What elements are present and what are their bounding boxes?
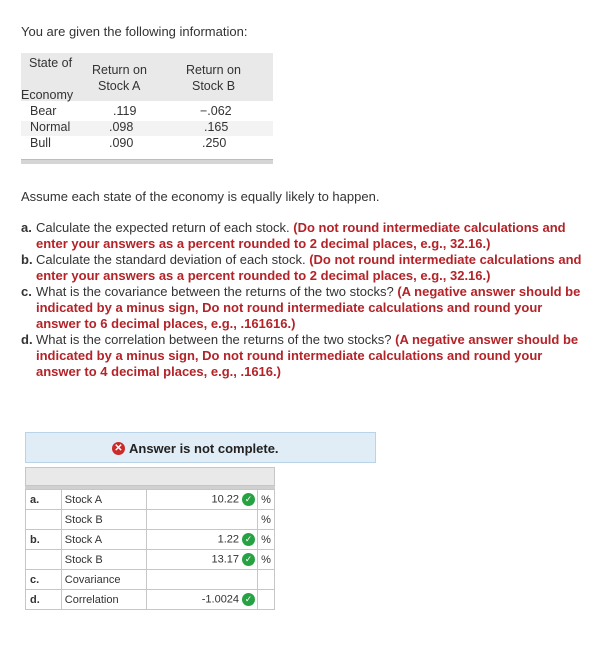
percent-unit: % bbox=[258, 510, 275, 530]
header-col-a-line2: Stock A bbox=[98, 79, 141, 93]
question-a-note: (Do not round intermediate calculations and enter your answers as a percent rounded to 2 decimal places, e.g., 32.16.) bbox=[36, 220, 566, 251]
answer-letter: d. bbox=[26, 590, 62, 610]
answer-row bbox=[26, 550, 275, 570]
answer-row bbox=[26, 530, 275, 550]
answer-label: Stock B bbox=[61, 550, 146, 570]
answer-letter bbox=[26, 510, 62, 530]
question-b-label: b. bbox=[21, 252, 33, 267]
answer-input-b-stock-a[interactable]: 1.22 ✓ bbox=[146, 530, 257, 550]
row-bull-state: Bull bbox=[30, 136, 51, 150]
question-c-note: (A negative answer should be indicated by a minus sign, Do not round intermediate calculations and round your answer to 6 decimal places, e.g., .161616.) bbox=[36, 284, 581, 331]
answer-row bbox=[26, 490, 275, 510]
answer-status-text: Answer is not complete. bbox=[129, 441, 279, 456]
answer-label: Stock A bbox=[61, 530, 146, 550]
check-circle-icon: ✓ bbox=[242, 533, 255, 546]
row-bull-a: .090 bbox=[109, 136, 134, 150]
question-b bbox=[21, 252, 586, 284]
question-b-text: Calculate the standard deviation of each stock. bbox=[36, 252, 306, 267]
question-a-label: a. bbox=[21, 220, 32, 235]
row-normal-a: .098 bbox=[109, 120, 134, 134]
row-normal-b: .165 bbox=[204, 120, 229, 134]
question-a bbox=[21, 220, 586, 252]
question-a-text: Calculate the expected return of each stock. bbox=[36, 220, 290, 235]
question-c-text: What is the covariance between the returns of the two stocks? bbox=[36, 284, 394, 299]
answer-label: Covariance bbox=[61, 570, 146, 590]
answer-grid-header bbox=[25, 467, 275, 486]
answer-label: Stock B bbox=[61, 510, 146, 530]
answer-input-correlation[interactable]: -1.0024 ✓ bbox=[146, 590, 257, 610]
header-state-line2: Economy bbox=[21, 88, 74, 102]
question-c bbox=[21, 284, 586, 332]
question-d-note: (A negative answer should be indicated by a minus sign, Do not round intermediate calculations and round your answer to 4 decimal places, e.g., .1616.) bbox=[36, 332, 579, 379]
answer-letter: a. bbox=[26, 490, 62, 510]
answer-input-a-stock-a[interactable]: 10.22 ✓ bbox=[146, 490, 257, 510]
percent-unit: % bbox=[258, 490, 275, 510]
x-circle-icon: ✕ bbox=[112, 442, 125, 455]
answer-label: Stock A bbox=[61, 490, 146, 510]
answer-label: Correlation bbox=[61, 590, 146, 610]
question-d-text: What is the correlation between the returns of the two stocks? bbox=[36, 332, 392, 347]
answer-row bbox=[26, 590, 275, 610]
info-table-footer bbox=[21, 159, 273, 164]
answer-row bbox=[26, 510, 275, 530]
row-normal-state: Normal bbox=[30, 120, 71, 134]
question-c-label: c. bbox=[21, 284, 32, 299]
row-bear-a: .119 bbox=[113, 104, 137, 118]
answer-letter: c. bbox=[26, 570, 62, 590]
unit-cell bbox=[258, 590, 275, 610]
answer-status-banner bbox=[25, 432, 376, 463]
header-state-line1: State of bbox=[29, 56, 73, 70]
percent-unit: % bbox=[258, 530, 275, 550]
unit-cell bbox=[258, 570, 275, 590]
row-bear-b: −.062 bbox=[200, 104, 232, 118]
check-circle-icon: ✓ bbox=[242, 553, 255, 566]
answer-input-b-stock-b[interactable]: 13.17 ✓ bbox=[146, 550, 257, 570]
answer-input-a-stock-b[interactable] bbox=[146, 510, 257, 530]
header-col-b-line1: Return on bbox=[186, 63, 241, 77]
header-col-b-line2: Stock B bbox=[192, 79, 236, 93]
check-circle-icon: ✓ bbox=[242, 593, 255, 606]
info-table bbox=[21, 53, 273, 165]
row-bear-state: Bear bbox=[30, 104, 57, 118]
question-list bbox=[21, 220, 586, 380]
answer-letter: b. bbox=[26, 530, 62, 550]
intro-text: You are given the following information: bbox=[21, 24, 248, 39]
question-b-note: (Do not round intermediate calculations and enter your answers as a percent rounded to 2 decimal places, e.g., 32.16.) bbox=[36, 252, 582, 283]
answer-letter bbox=[26, 550, 62, 570]
answer-row bbox=[26, 570, 275, 590]
answer-input-covariance[interactable] bbox=[146, 570, 257, 590]
header-col-a-line1: Return on bbox=[92, 63, 147, 77]
percent-unit: % bbox=[258, 550, 275, 570]
check-circle-icon: ✓ bbox=[242, 493, 255, 506]
assumption-text: Assume each state of the economy is equally likely to happen. bbox=[21, 189, 380, 204]
row-bull-b: .250 bbox=[202, 136, 227, 150]
question-d bbox=[21, 332, 586, 380]
question-d-label: d. bbox=[21, 332, 33, 347]
